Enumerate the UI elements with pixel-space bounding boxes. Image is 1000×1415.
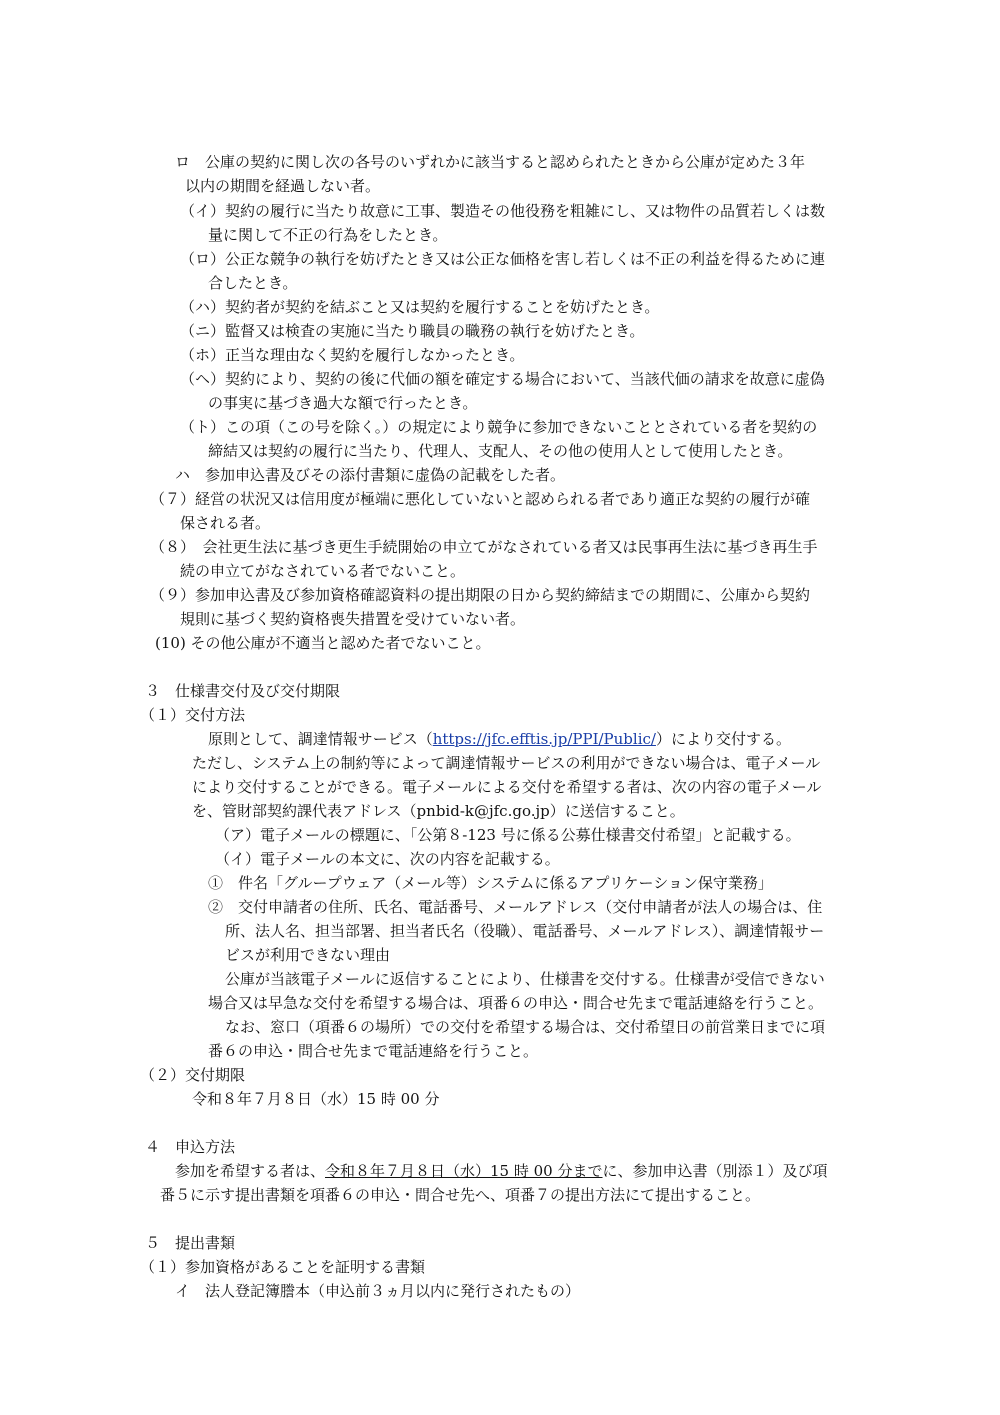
application-paragraph: 参加を希望する者は、令和８年７月８日（水）15 時 00 分までに、参加申込書（別添１）及び項 (175, 1162, 828, 1180)
procurement-service-link[interactable]: https://jfc.efftis.jp/PPI/Public/ (432, 730, 656, 748)
document-item-i: イ 法人登記簿謄本（申込前３ヵ月以内に発行されたもの） (175, 1282, 581, 1300)
email-item-2-cont-1: 所、法人名、担当部署、担当者氏名（役職）、電話番号、メールアドレス）、調達情報サー (225, 922, 825, 940)
counter-paragraph: なお、窓口（項番６の場所）での交付を希望する場合は、交付希望日の前営業日までに項 (225, 1018, 826, 1036)
subitem-to-cont: 締結又は契約の履行に当たり、代理人、支配人、その他の使用人として使用したとき。 (208, 442, 793, 460)
delivery-method-paragraph: 原則として、調達情報サービス（https://jfc.efftis.jp/PPI/Public/）により交付する。 (208, 730, 791, 748)
clause-8-cont: 続の申立てがなされている者でないこと。 (180, 562, 466, 580)
delivery-method-cont-3: を、管財部契約課代表アドレス（pnbid-k@jfc.go.jp）に送信すること。 (192, 802, 685, 820)
subitem-i: （イ）契約の履行に当たり故意に工事、製造その他役務を粗雑にし、又は物件の品質若しくは数 (180, 202, 826, 220)
clause-9: （９）参加申込書及び参加資格確認資料の提出期限の日から契約締結までの期間に、公庫から契約 (150, 586, 811, 604)
clause-9-cont: 規則に基づく契約資格喪失措置を受けていない者。 (180, 610, 526, 628)
email-subject-instruction: （ア）電子メールの標題に、「公第８-123 号に係る公募仕様書交付希望」と記載する。 (215, 826, 801, 844)
delivery-method-cont-1: ただし、システム上の制約等によって調達情報サービスの利用ができない場合は、電子メール (192, 754, 821, 772)
section-3-2-heading: （２）交付期限 (140, 1066, 246, 1084)
subitem-i-cont: 量に関して不正の行為をしたとき。 (208, 226, 448, 244)
clause-7-cont: 保される者。 (180, 514, 271, 532)
counter-paragraph-cont: 番６の申込・問合せ先まで電話連絡を行うこと。 (208, 1042, 539, 1060)
email-item-1: ① 件名「グループウェア（メール等）システムに係るアプリケーション保守業務」 (208, 874, 773, 892)
section-4-heading: ４ 申込方法 (145, 1138, 236, 1156)
delivery-method-cont-2: により交付することができる。電子メールによる交付を希望する者は、次の内容の電子メール (192, 778, 822, 796)
section-5-1-heading: （１）参加資格があることを証明する書類 (140, 1258, 426, 1276)
subitem-he: （ヘ）契約により、契約の後に代価の額を確定する場合において、当該代価の請求を故意に虚偽 (180, 370, 825, 388)
section-3-heading: ３ 仕様書交付及び交付期限 (145, 682, 341, 700)
email-item-2-cont-2: ビスが利用できない理由 (225, 946, 391, 964)
subitem-to: （ト）この項（この号を除く。）の規定により競争に参加できないこととされている者を契約の (180, 418, 818, 436)
subitem-ni: （ニ）監督又は検査の実施に当たり職員の職務の執行を妨げたとき。 (180, 322, 645, 340)
application-deadline: 令和８年７月８日（水）15 時 00 分まで (325, 1162, 603, 1180)
section-5-heading: ５ 提出書類 (145, 1234, 236, 1252)
delivery-deadline: 令和８年７月８日（水）15 時 00 分 (192, 1090, 440, 1108)
clause-10: (10) その他公庫が不適当と認めた者でないこと。 (155, 634, 491, 652)
subitem-ha: （ハ）契約者が契約を結ぶこと又は契約を履行することを妨げたとき。 (180, 298, 660, 316)
item-ro-cont: 以内の期間を経過しない者。 (185, 177, 381, 195)
email-item-2: ② 交付申請者の住所、氏名、電話番号、メールアドレス（交付申請者が法人の場合は、住 (208, 898, 823, 916)
email-body-instruction: （イ）電子メールの本文に、次の内容を記載する。 (215, 850, 560, 868)
application-paragraph-cont: 番５に示す提出書類を項番６の申込・問合せ先へ、項番７の提出方法にて提出すること。 (160, 1186, 761, 1204)
reply-paragraph: 公庫が当該電子メールに返信することにより、仕様書を交付する。仕様書が受信できない (225, 970, 825, 988)
subitem-ro-cont: 合したとき。 (208, 274, 298, 292)
section-3-1-heading: （１）交付方法 (140, 706, 246, 724)
item-ha: ハ 参加申込書及びその添付書類に虚偽の記載をした者。 (175, 466, 566, 484)
clause-7: （７）経営の状況又は信用度が極端に悪化していないと認められる者であり適正な契約の履行が確 (150, 490, 811, 508)
subitem-ro: （ロ）公正な競争の執行を妨げたとき又は公正な価格を害し若しくは不正の利益を得るために連 (180, 250, 826, 268)
subitem-ho: （ホ）正当な理由なく契約を履行しなかったとき。 (180, 346, 525, 364)
item-ro: ロ 公庫の契約に関し次の各号のいずれかに該当すると認められたときから公庫が定めた３年 (175, 153, 806, 171)
subitem-he-cont: の事実に基づき過大な額で行ったとき。 (208, 394, 478, 412)
reply-paragraph-cont: 場合又は早急な交付を希望する場合は、項番６の申込・問合せ先まで電話連絡を行うこと。 (208, 994, 824, 1012)
clause-8: （８） 会社更生法に基づき更生手続開始の申立てがなされている者又は民事再生法に基づき再生手 (150, 538, 818, 556)
